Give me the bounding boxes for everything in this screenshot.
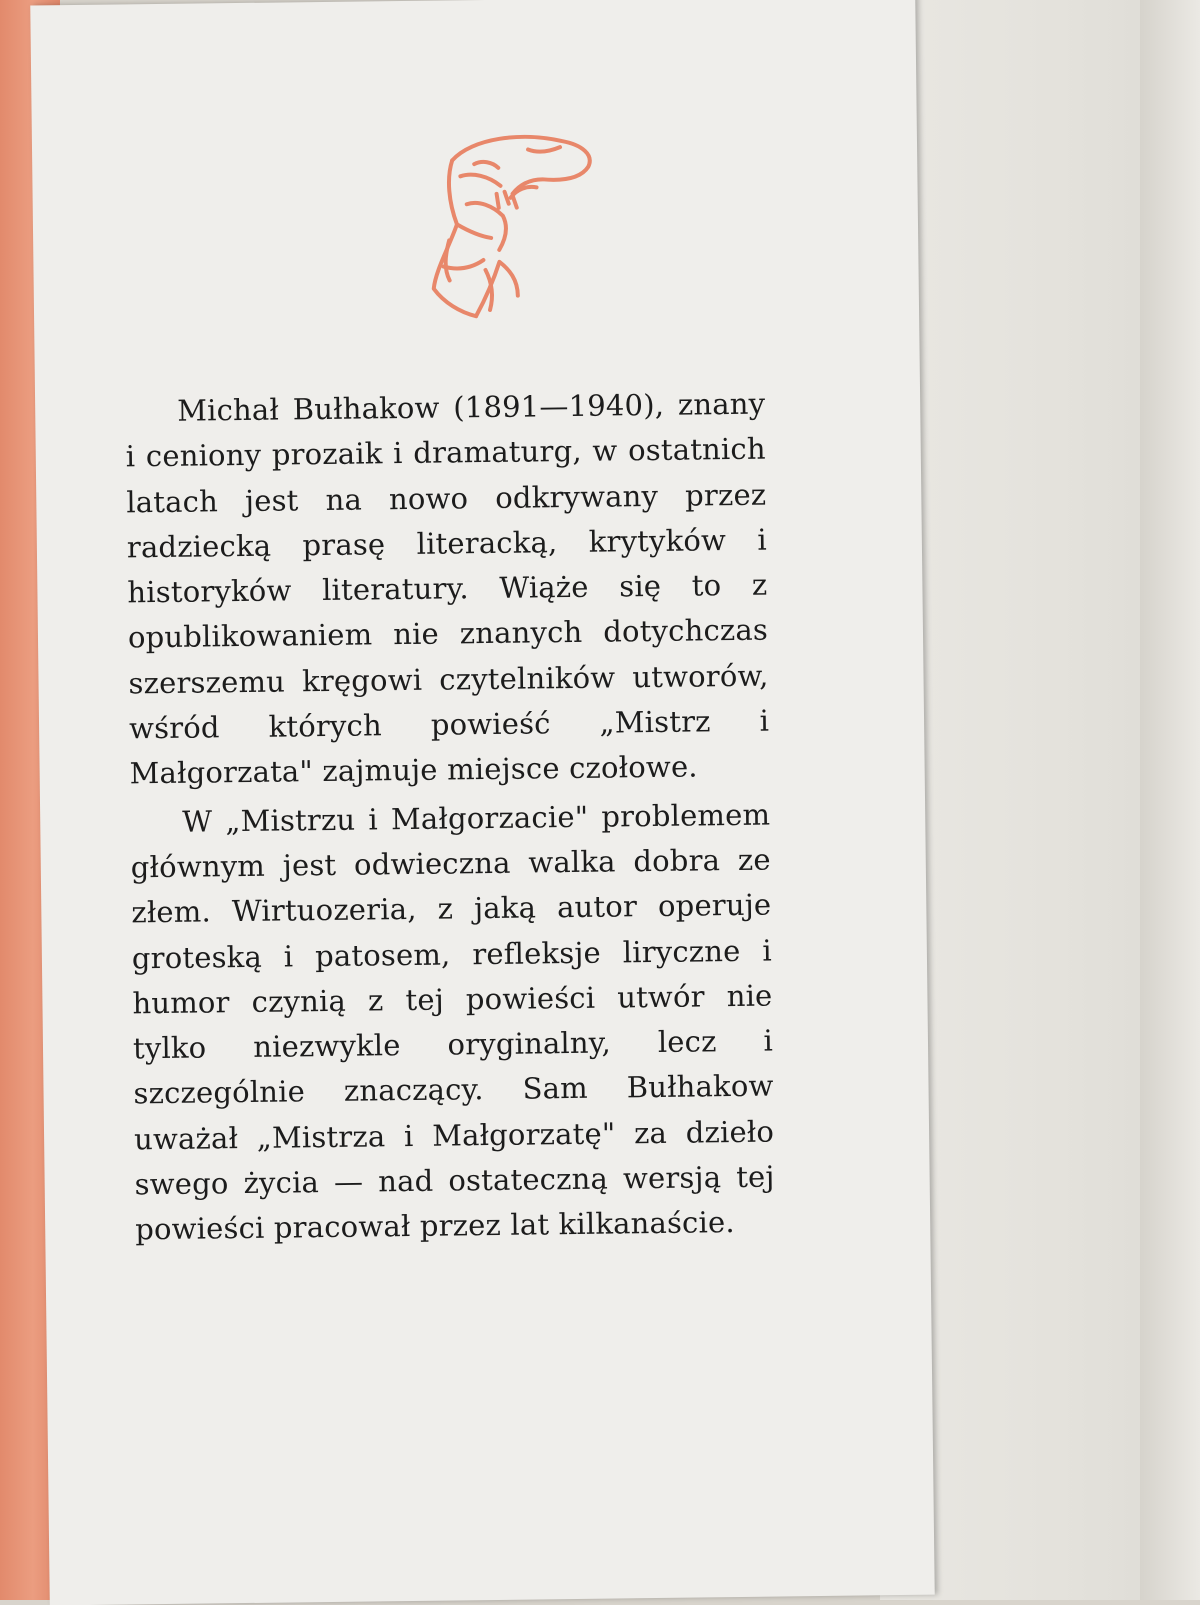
sketch-figure-icon [412,118,625,331]
blurb-paragraph-2: W „Mistrzu i Małgorzacie" problemem głównym jest odwieczna walka dobra ze złem. Wirtuozeria, z jaką autor operuje groteską i patosem, refleksje liryczne i humor czynią z tej powieści utwór nie tylko niezwykle oryginalny, lecz i szczególnie znaczący. Sam Bułhakow uważał „Mistrza i Małgorzatę" za dzieło swego życia — nad ostateczną wersją tej powieści pracował przez lat kilkanaście. [130,797,775,1247]
back-page-fold [1140,0,1200,1600]
dust-jacket-flap [30,0,934,1605]
blurb-paragraph-1: Michał Bułhakow (1891—1940), znany i ceniony prozaik i dramaturg, w ostatnich latach jest na nowo odkrywany przez radziecką prasę literacką, krytyków i historyków literatury. Wiąże się to z opublikowaniem nie znanych dotychczas szerszemu kręgowi czytelników utworów, wśród których powieść „Mistrz i Małgorzata" zajmuje miejsce czołowe. [125,386,770,791]
blurb-text [125,382,776,1256]
